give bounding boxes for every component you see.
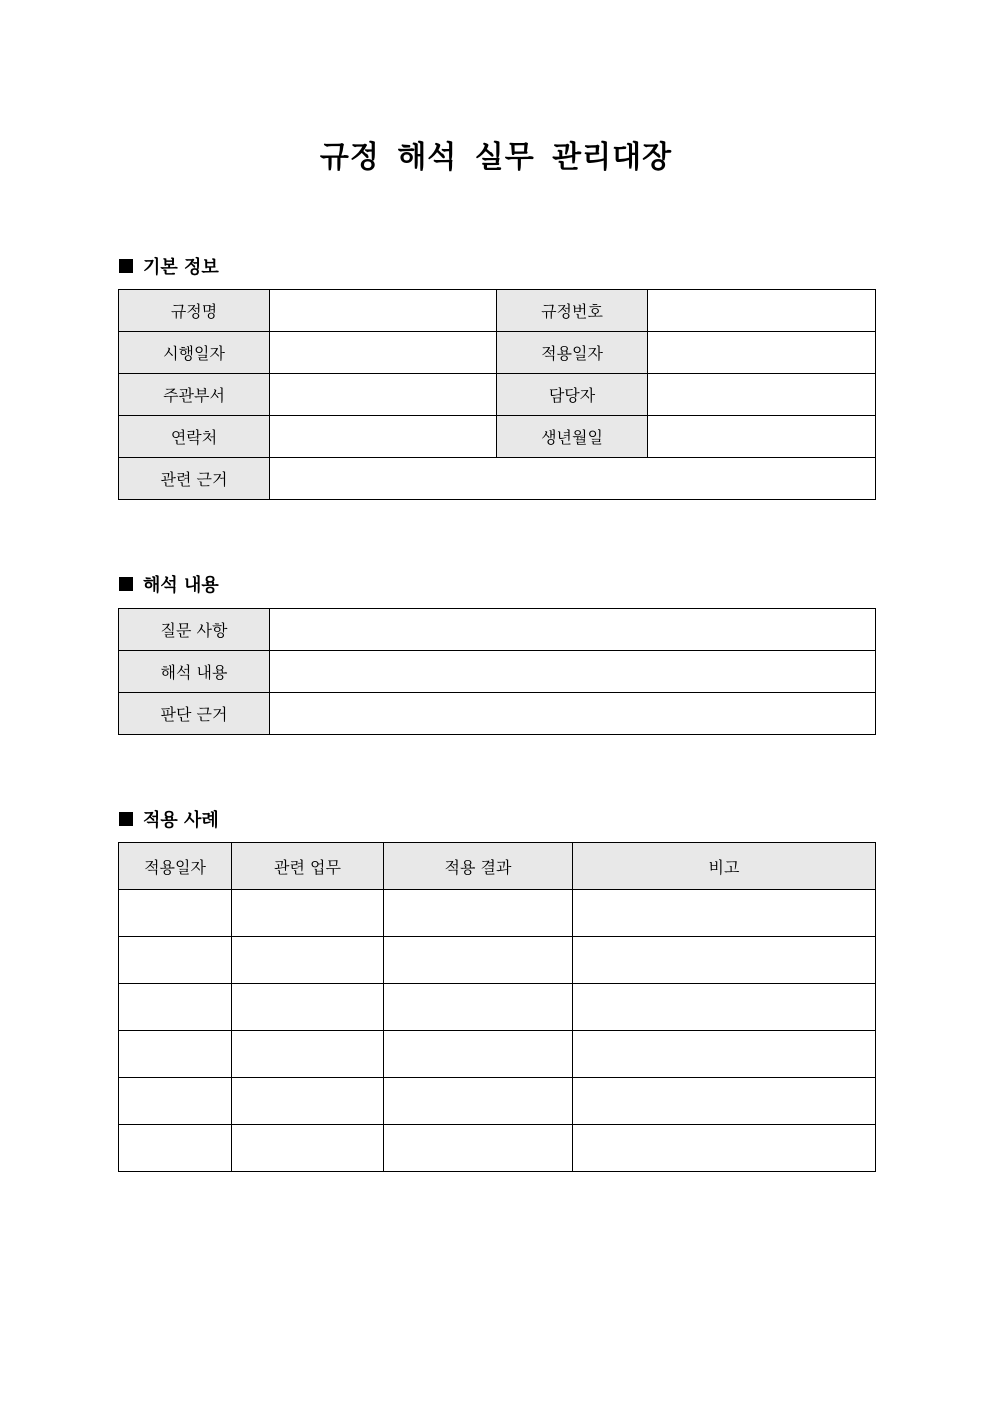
case-result-cell[interactable] — [384, 937, 573, 984]
question-field[interactable] — [270, 609, 876, 651]
table-row — [119, 416, 876, 458]
effective-date-field[interactable] — [270, 332, 497, 374]
label-application-date: 적용일자 — [497, 332, 648, 374]
label-regulation-name: 규정명 — [119, 290, 270, 332]
table-row — [119, 458, 876, 500]
section-heading-interpretation-label: 해석 내용 — [143, 575, 219, 596]
case-remarks-cell[interactable] — [573, 1078, 876, 1125]
case-application-date-cell[interactable] — [119, 1031, 232, 1078]
table-row — [119, 984, 876, 1031]
interpretation-table — [118, 608, 876, 735]
column-header-related-work: 관련 업무 — [232, 843, 384, 890]
case-related-work-cell[interactable] — [232, 1125, 384, 1172]
table-row — [119, 609, 876, 651]
contact-field[interactable] — [270, 416, 497, 458]
label-interpretation: 해석 내용 — [119, 651, 270, 693]
table-row — [119, 290, 876, 332]
table-row — [119, 693, 876, 735]
label-manager: 담당자 — [497, 374, 648, 416]
table-header-row — [119, 843, 876, 890]
case-application-date-cell[interactable] — [119, 937, 232, 984]
interpretation-field[interactable] — [270, 651, 876, 693]
table-row — [119, 1078, 876, 1125]
label-contact: 연락처 — [119, 416, 270, 458]
case-result-cell[interactable] — [384, 890, 573, 937]
case-related-work-cell[interactable] — [232, 937, 384, 984]
label-judgment-basis: 판단 근거 — [119, 693, 270, 735]
table-row — [119, 890, 876, 937]
regulation-number-field[interactable] — [648, 290, 876, 332]
regulation-name-field[interactable] — [270, 290, 497, 332]
table-row — [119, 332, 876, 374]
case-application-date-cell[interactable] — [119, 1125, 232, 1172]
basic-info-table — [118, 289, 876, 500]
case-related-work-cell[interactable] — [232, 984, 384, 1031]
label-related-basis: 관련 근거 — [119, 458, 270, 500]
table-row — [119, 1031, 876, 1078]
case-remarks-cell[interactable] — [573, 937, 876, 984]
case-application-date-cell[interactable] — [119, 1078, 232, 1125]
label-birth-date: 생년월일 — [497, 416, 648, 458]
cases-table — [118, 842, 876, 1172]
section-heading-basic-label: 기본 정보 — [143, 257, 219, 278]
case-application-date-cell[interactable] — [119, 890, 232, 937]
square-bullet-icon — [119, 259, 133, 273]
department-field[interactable] — [270, 374, 497, 416]
label-department: 주관부서 — [119, 374, 270, 416]
judgment-basis-field[interactable] — [270, 693, 876, 735]
column-header-application-result: 적용 결과 — [384, 843, 573, 890]
case-remarks-cell[interactable] — [573, 1125, 876, 1172]
column-header-remarks: 비고 — [573, 843, 876, 890]
birth-date-field[interactable] — [648, 416, 876, 458]
square-bullet-icon — [119, 577, 133, 591]
column-header-application-date: 적용일자 — [119, 843, 232, 890]
case-related-work-cell[interactable] — [232, 1031, 384, 1078]
label-question: 질문 사항 — [119, 609, 270, 651]
related-basis-field[interactable] — [270, 458, 876, 500]
application-date-field[interactable] — [648, 332, 876, 374]
section-heading-cases-label: 적용 사례 — [143, 810, 219, 831]
case-result-cell[interactable] — [384, 1078, 573, 1125]
case-remarks-cell[interactable] — [573, 1031, 876, 1078]
case-related-work-cell[interactable] — [232, 1078, 384, 1125]
label-regulation-number: 규정번호 — [497, 290, 648, 332]
table-row — [119, 651, 876, 693]
table-row — [119, 937, 876, 984]
table-row — [119, 1125, 876, 1172]
square-bullet-icon — [119, 812, 133, 826]
case-application-date-cell[interactable] — [119, 984, 232, 1031]
case-remarks-cell[interactable] — [573, 890, 876, 937]
case-result-cell[interactable] — [384, 1125, 573, 1172]
case-result-cell[interactable] — [384, 984, 573, 1031]
manager-field[interactable] — [648, 374, 876, 416]
section-heading-cases — [119, 806, 219, 832]
case-related-work-cell[interactable] — [232, 890, 384, 937]
case-remarks-cell[interactable] — [573, 984, 876, 1031]
label-effective-date: 시행일자 — [119, 332, 270, 374]
section-heading-basic — [119, 253, 219, 279]
case-result-cell[interactable] — [384, 1031, 573, 1078]
page-title: 규정 해석 실무 관리대장 — [319, 140, 673, 175]
section-heading-interpretation — [119, 571, 219, 597]
table-row — [119, 374, 876, 416]
